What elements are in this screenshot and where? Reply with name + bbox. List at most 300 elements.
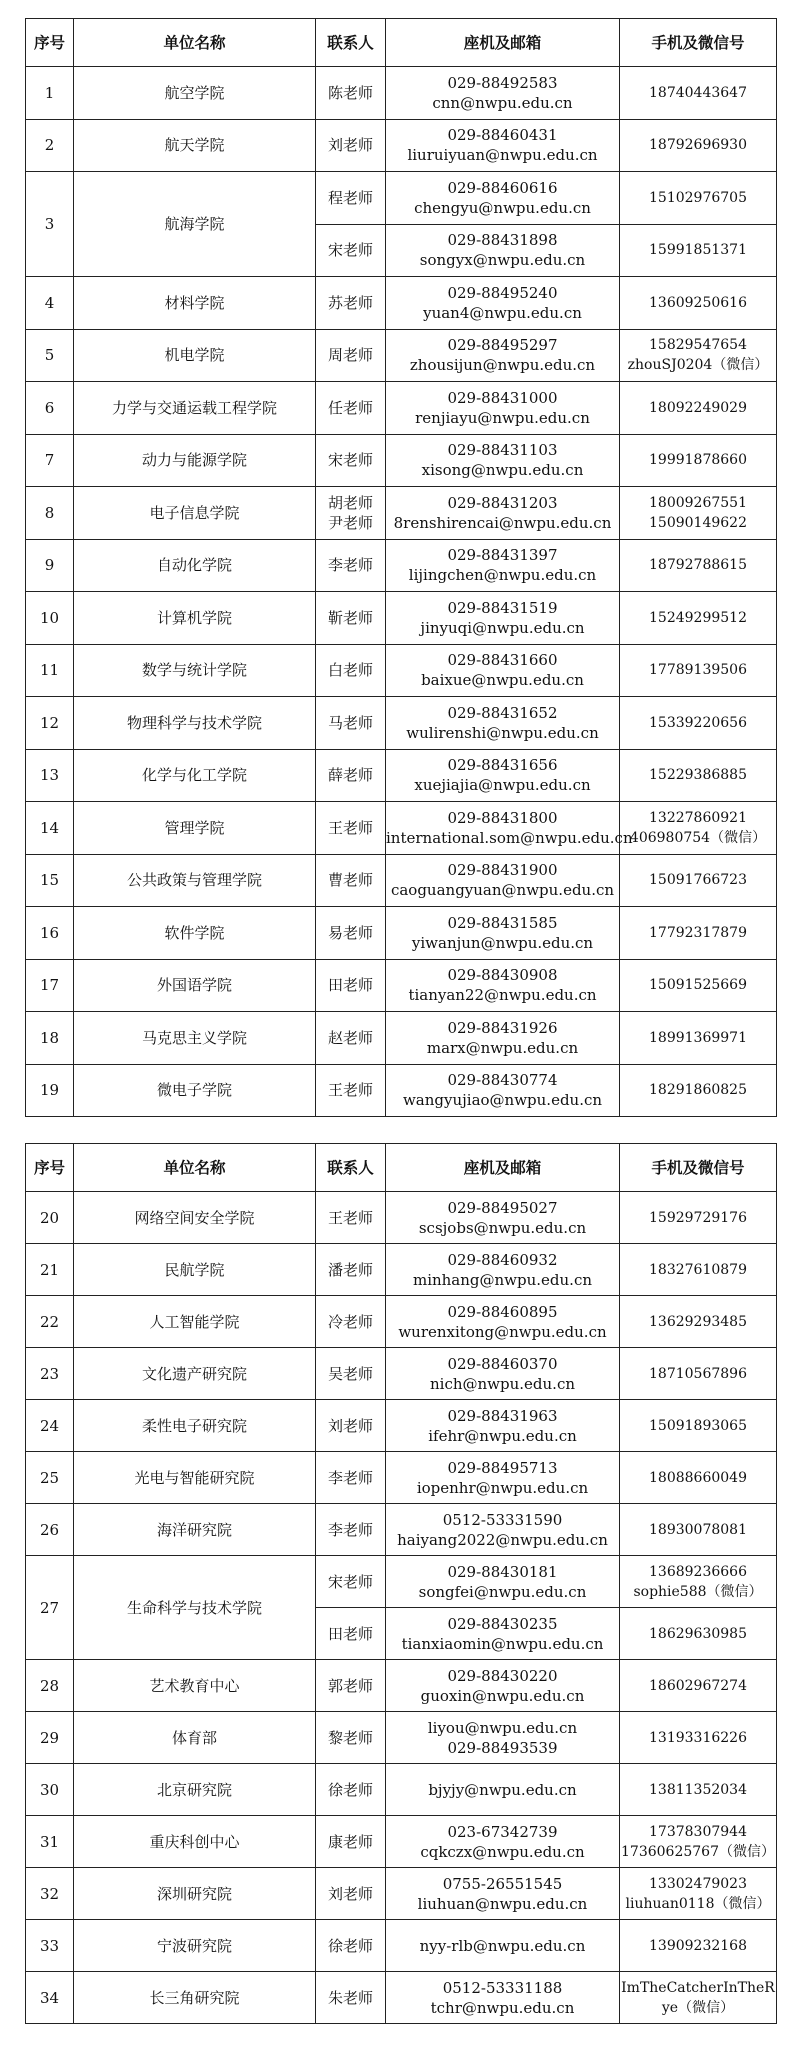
cell-landline-email [386,329,620,382]
mobile-line: 18088660049 [649,1469,747,1486]
cell-no: 10 [26,592,74,645]
landline: 029-88431800 [447,808,558,827]
cell-contact [316,1244,386,1296]
mobile-line: 19991878660 [649,452,747,469]
cell-landline-email [386,382,620,435]
cell-contact [316,67,386,120]
table-row [26,1064,777,1117]
table-row [26,644,777,697]
cell-no: 18 [26,1012,74,1065]
cell-unit: 艺术教育中心 [74,1660,316,1712]
contact-name: 曹老师 [327,871,373,890]
cell-mobile-wechat [620,907,777,960]
cell-unit: 航空学院 [74,67,316,120]
cell-landline-email [386,1816,620,1868]
cell-unit: 重庆科创中心 [74,1816,316,1868]
cell-landline-email [386,1012,620,1065]
table-row [26,1920,777,1972]
cell-contact [316,1556,386,1608]
cell-landline-email [386,854,620,907]
mobile-line: 18930078081 [649,1521,747,1538]
cell-no: 12 [26,697,74,750]
contact-name: 赵老师 [327,1028,373,1047]
cell-unit: 北京研究院 [74,1764,316,1816]
mobile-line: 15090149622 [649,514,747,531]
cell-no: 25 [26,1452,74,1504]
header-unit: 单位名称 [74,1144,316,1192]
cell-mobile-wechat [620,802,777,855]
cell-landline-email [386,1244,620,1296]
cell-unit: 数学与统计学院 [74,644,316,697]
cell-unit: 动力与能源学院 [74,434,316,487]
cell-contact [316,1452,386,1504]
table-header-row [26,1144,777,1192]
mobile-line: 15091893065 [649,1417,747,1434]
cell-unit: 管理学院 [74,802,316,855]
landline: 029-88431900 [447,861,558,880]
table-row [26,1244,777,1296]
contact-name: 郭老师 [327,1676,373,1695]
cell-unit: 航海学院 [74,172,316,277]
mobile-line: 13193316226 [649,1729,747,1746]
email: ifehr@nwpu.edu.cn [428,1426,577,1445]
cell-contact [316,1504,386,1556]
landline: 029-88460616 [447,178,558,197]
table-row [26,277,777,330]
header-contact: 联系人 [316,19,386,67]
cell-no: 23 [26,1348,74,1400]
landline: 029-88495713 [447,1458,558,1477]
cell-unit: 计算机学院 [74,592,316,645]
landline: 029-88431652 [447,703,558,722]
landline: 0512-53331188 [442,1978,563,1997]
mobile-line: 17789139506 [649,662,747,679]
cell-no: 20 [26,1192,74,1244]
mobile-line: 18291860825 [649,1082,747,1099]
email: caoguangyuan@nwpu.edu.cn [390,881,615,900]
cell-no: 3 [26,172,74,277]
cell-unit: 物理科学与技术学院 [74,697,316,750]
contact-name: 徐老师 [327,1936,373,1955]
cell-mobile-wechat [620,1920,777,1972]
cell-no: 9 [26,539,74,592]
cell-contact [316,1764,386,1816]
contact-name: 马老师 [327,713,373,732]
landline: 029-88430235 [447,1614,558,1633]
mobile-line: 15339220656 [649,714,747,731]
cell-landline-email [386,1764,620,1816]
mobile-line: 17360625767（微信） [621,1843,775,1860]
cell-unit: 电子信息学院 [74,487,316,540]
mobile-line: 13227860921 [649,809,747,826]
contact-name: 易老师 [327,923,373,942]
cell-contact [316,854,386,907]
cell-contact [316,697,386,750]
cell-landline-email [386,487,620,540]
cell-unit: 体育部 [74,1712,316,1764]
email: nich@nwpu.edu.cn [429,1374,576,1393]
cell-landline-email [386,749,620,802]
cell-mobile-wechat [620,277,777,330]
landline: 0512-53331590 [442,1510,563,1529]
landline: 029-88460431 [447,126,558,145]
cell-contact [316,119,386,172]
cell-mobile-wechat [620,1348,777,1400]
cell-landline-email [386,1556,620,1608]
cell-mobile-wechat [620,434,777,487]
email: wangyujiao@nwpu.edu.cn [402,1091,603,1110]
cell-no: 33 [26,1920,74,1972]
mobile-line: 18792788615 [649,557,747,574]
mobile-line: 17792317879 [649,924,747,941]
email: cnn@nwpu.edu.cn [432,93,573,112]
header-contact: 联系人 [316,1144,386,1192]
cell-mobile-wechat [620,1764,777,1816]
cell-landline-email [386,224,620,277]
table-row [26,1348,777,1400]
cell-no: 8 [26,487,74,540]
cell-unit: 网络空间安全学院 [74,1192,316,1244]
cell-contact [316,1608,386,1660]
cell-no: 11 [26,644,74,697]
mobile-line: 18009267551 [649,494,747,511]
contact-name: 吴老师 [327,1364,373,1383]
email: songyx@nwpu.edu.cn [419,251,586,270]
cell-contact [316,1296,386,1348]
table-row [26,1712,777,1764]
table-row [26,749,777,802]
email: songfei@nwpu.edu.cn [418,1582,587,1601]
email: baixue@nwpu.edu.cn [421,671,584,690]
contact-name: 刘老师 [327,136,373,155]
cell-contact [316,1712,386,1764]
landline: 029-88495027 [447,1198,558,1217]
cell-landline-email [386,1452,620,1504]
table-row [26,487,777,540]
cell-mobile-wechat [620,1556,777,1608]
landline: 029-88431660 [447,651,558,670]
contact-name: 李老师 [327,1520,373,1539]
cell-no: 29 [26,1712,74,1764]
mobile-line: 15929729176 [649,1209,747,1226]
contact-name: 田老师 [327,1624,373,1643]
cell-contact [316,172,386,225]
cell-contact [316,1920,386,1972]
email: zhousijun@nwpu.edu.cn [409,356,596,375]
cell-mobile-wechat [620,592,777,645]
cell-landline-email [386,1348,620,1400]
contact-name: 刘老师 [327,1416,373,1435]
mobile-line: 406980754（微信） [629,829,767,846]
contact-name: 徐老师 [327,1780,373,1799]
email: guoxin@nwpu.edu.cn [420,1686,585,1705]
cell-no: 5 [26,329,74,382]
cell-landline-email [386,802,633,855]
cell-unit: 力学与交通运载工程学院 [74,382,316,435]
cell-landline-email [386,1660,620,1712]
cell-mobile-wechat [620,1504,777,1556]
email: scsjobs@nwpu.edu.cn [418,1218,587,1237]
cell-mobile-wechat [620,1972,777,2024]
contact-name: 王老师 [327,818,373,837]
cell-unit: 自动化学院 [74,539,316,592]
table-row [26,329,777,382]
cell-landline-email [386,67,620,120]
cell-contact [316,1660,386,1712]
email: nyy-rlb@nwpu.edu.cn [419,1936,586,1955]
cell-contact [316,802,386,855]
cell-contact [316,1816,386,1868]
landline: 029-88430774 [447,1071,558,1090]
contact-name: 程老师 [327,188,373,207]
email: iopenhr@nwpu.edu.cn [416,1478,589,1497]
cell-mobile-wechat [620,1712,777,1764]
cell-mobile-wechat [620,329,777,382]
cell-landline-email [386,907,620,960]
cell-contact [316,1064,386,1117]
mobile-line: 13629293485 [649,1313,747,1330]
table-row [26,1816,777,1868]
contact-name: 胡老师 [327,493,373,512]
cell-landline-email [386,434,620,487]
contact-name: 周老师 [327,346,373,365]
cell-landline-email [386,172,620,225]
mobile-line: 18602967274 [649,1677,747,1694]
landline: 029-88431898 [447,231,558,250]
cell-landline-email [386,697,620,750]
header-mobile-wechat: 手机及微信号 [620,1144,777,1192]
cell-mobile-wechat [620,1868,777,1920]
header-landline-email: 座机及邮箱 [386,19,620,67]
cell-unit: 软件学院 [74,907,316,960]
contact-name: 任老师 [327,398,373,417]
landline: 0755-26551545 [442,1874,563,1893]
email: lijingchen@nwpu.edu.cn [408,566,597,585]
table-row [26,1296,777,1348]
landline: 029-88431000 [447,388,558,407]
cell-landline-email [386,959,620,1012]
landline: 029-88495240 [447,283,558,302]
email: yiwanjun@nwpu.edu.cn [411,933,594,952]
cell-mobile-wechat [620,1452,777,1504]
contacts-table-1 [25,18,777,1117]
mobile-line: 13609250616 [649,294,747,311]
cell-mobile-wechat [620,1192,777,1244]
mobile-line: ImTheCatcherInTheR [621,1979,775,1996]
cell-contact [316,1400,386,1452]
landline: 029-88431519 [447,598,558,617]
email: wulirenshi@nwpu.edu.cn [406,723,599,742]
cell-landline-email [386,644,620,697]
mobile-line: 15991851371 [649,242,747,259]
cell-contact [316,1972,386,2024]
cell-no: 1 [26,67,74,120]
mobile-line: 18092249029 [649,399,747,416]
table-row [26,959,777,1012]
table-row [26,1660,777,1712]
table-row [26,1504,777,1556]
cell-mobile-wechat [620,1012,777,1065]
cell-landline-email [386,1712,620,1764]
cell-mobile-wechat [620,644,777,697]
cell-no: 13 [26,749,74,802]
cell-no: 27 [26,1556,74,1660]
contact-name: 薛老师 [327,766,373,785]
cell-mobile-wechat [620,1296,777,1348]
table-row [26,1556,777,1608]
cell-mobile-wechat [620,539,777,592]
mobile-line: 18327610879 [649,1261,747,1278]
cell-unit: 机电学院 [74,329,316,382]
cell-contact [316,277,386,330]
cell-unit: 柔性电子研究院 [74,1400,316,1452]
cell-unit: 文化遗产研究院 [74,1348,316,1400]
cell-no: 14 [26,802,74,855]
mobile-line: 15091766723 [649,872,747,889]
table-row [26,907,777,960]
cell-unit: 微电子学院 [74,1064,316,1117]
landline: 029-88431585 [447,913,558,932]
email: minhang@nwpu.edu.cn [412,1270,593,1289]
cell-contact [316,329,386,382]
cell-contact [316,1348,386,1400]
cell-unit: 化学与化工学院 [74,749,316,802]
mobile-line: 18710567896 [649,1365,747,1382]
landline: 029-88492583 [447,73,558,92]
landline: 029-88495297 [447,336,558,355]
cell-unit: 马克思主义学院 [74,1012,316,1065]
cell-no: 2 [26,119,74,172]
contacts-table-2 [25,1143,777,2024]
cell-mobile-wechat [620,1400,777,1452]
cell-no: 6 [26,382,74,435]
table-row [26,1452,777,1504]
mobile-line: 17378307944 [649,1823,747,1840]
landline: 029-88431926 [447,1018,558,1037]
contact-name: 李老师 [327,1468,373,1487]
email: 8renshirencai@nwpu.edu.cn [393,513,612,532]
email: xuejiajia@nwpu.edu.cn [414,776,591,795]
cell-contact [316,382,386,435]
cell-landline-email [386,1972,620,2024]
cell-no: 24 [26,1400,74,1452]
contact-name: 黎老师 [327,1728,373,1747]
cell-no: 4 [26,277,74,330]
mobile-line: 18991369971 [649,1029,747,1046]
landline: 029-88430908 [447,966,558,985]
landline: 029-88460370 [447,1354,558,1373]
table-row [26,802,777,855]
table-row [26,1764,777,1816]
table-row [26,172,777,225]
table-row [26,434,777,487]
table-body [26,1192,777,2024]
cell-contact [316,224,386,277]
cell-mobile-wechat [620,1816,777,1868]
cell-no: 30 [26,1764,74,1816]
mobile-line: 15249299512 [649,609,747,626]
mobile-line: sophie588（微信） [633,1583,763,1600]
mobile-line: 15829547654 [649,337,747,354]
landline: 029-88430181 [447,1562,558,1581]
table-row [26,119,777,172]
cell-landline-email [386,539,620,592]
contact-name: 王老师 [327,1208,373,1227]
mobile-line: 18792696930 [649,137,747,154]
mobile-line: 13689236666 [649,1563,747,1580]
cell-contact [316,1868,386,1920]
mobile-line: 13811352034 [649,1781,747,1798]
contact-name: 陈老师 [327,83,373,102]
cell-mobile-wechat [620,1064,777,1117]
email: bjyjy@nwpu.edu.cn [428,1780,577,1799]
email: jinyuqi@nwpu.edu.cn [420,618,585,637]
contact-name: 苏老师 [327,293,373,312]
cell-no: 34 [26,1972,74,2024]
table-row [26,1192,777,1244]
contact-name: 朱老师 [327,1988,373,2007]
landline: 029-88431203 [447,493,558,512]
mobile-line: 15229386885 [649,767,747,784]
table-body [26,67,777,1117]
mobile-line: 15102976705 [649,189,747,206]
cell-unit: 深圳研究院 [74,1868,316,1920]
cell-landline-email [386,592,620,645]
cell-mobile-wechat [620,959,777,1012]
cell-no: 17 [26,959,74,1012]
email: chengyu@nwpu.edu.cn [414,198,591,217]
contact-name: 靳老师 [327,608,373,627]
table-row [26,1868,777,1920]
cell-unit: 光电与智能研究院 [74,1452,316,1504]
header-no: 序号 [26,1144,74,1192]
landline: 029-88460932 [447,1250,558,1269]
table-row [26,539,777,592]
contact-name: 潘老师 [327,1260,373,1279]
mobile-line: 13909232168 [649,1937,747,1954]
email: tianxiaomin@nwpu.edu.cn [401,1634,604,1653]
cell-no: 16 [26,907,74,960]
cell-contact [316,907,386,960]
mobile-line: zhouSJ0204（微信） [627,357,769,374]
mobile-line: 13302479023 [649,1875,747,1892]
cell-contact [316,592,386,645]
mobile-line: 18740443647 [649,84,747,101]
cell-mobile-wechat [620,1660,777,1712]
contact-name: 宋老师 [327,1572,373,1591]
cell-unit: 海洋研究院 [74,1504,316,1556]
cell-no: 22 [26,1296,74,1348]
header-landline-email: 座机及邮箱 [386,1144,620,1192]
header-unit: 单位名称 [74,19,316,67]
table-row [26,697,777,750]
cell-contact [316,1012,386,1065]
email: tianyan22@nwpu.edu.cn [408,986,597,1005]
cell-mobile-wechat [620,854,777,907]
email: liuruiyuan@nwpu.edu.cn [407,146,598,165]
cell-unit: 宁波研究院 [74,1920,316,1972]
email: haiyang2022@nwpu.edu.cn [397,1530,608,1549]
mobile-line: 18629630985 [649,1625,747,1642]
table-row [26,854,777,907]
cell-no: 28 [26,1660,74,1712]
table-row [26,1400,777,1452]
mobile-line: ye（微信） [661,1999,735,2016]
mobile-line: liuhuan0118（微信） [625,1895,771,1912]
email: international.som@nwpu.edu.cn [386,828,633,847]
cell-no: 32 [26,1868,74,1920]
cell-contact [316,644,386,697]
